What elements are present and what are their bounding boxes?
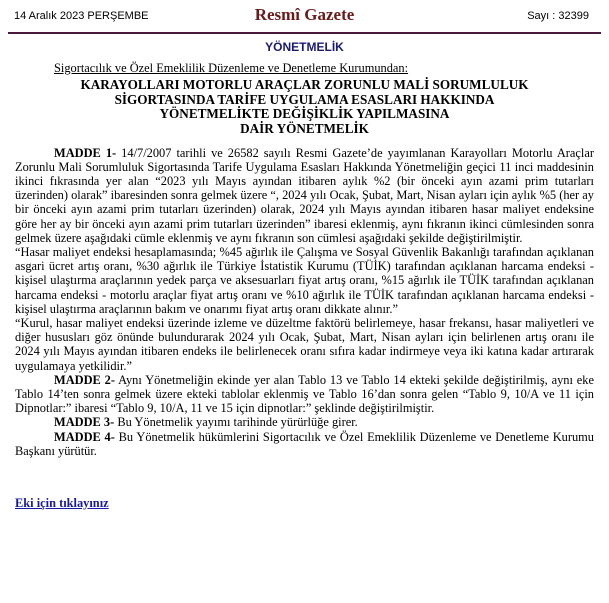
article-text: 14/7/2007 tarihli ve 26582 sayılı Resmi Gazete’de yayımlanan Karayolları Motorlu Araçlar Zorunlu Mali Sorumluluk Sigortasında Tarife Uygulama Esasları Hakkında Yönetmeliğin geçici 11 inci maddesinin ikinci fıkrasında yer alan “2023 yılı Mayıs ayından itibaren aylık %2 (bir önceki ayın azami prim tutarları üzerinden) olarak” ibaresinden sonra gelmek üzere “, 2024 yılı Ocak, Şubat, Mart, Nisan ayları için aylık %5 (her ay bir önceki ayın azami prim tutarları üzerinden) olarak, 2024 yılı Mayıs ayından itibaren hasar maliyet endeksine göre her ay bir önceki ayın azami prim tutarları üzerinden” ibaresi eklenmiş, aynı fıkranın ikinci cümlesinden sonra gelmek üzere aşağıdaki cümle eklenmiş ve aynı fıkranın son cümlesi aşağıdaki şekilde değiştirilmiştir.: [15, 145, 594, 245]
article-label: MADDE 2-: [54, 372, 115, 387]
regulation-title-line: DAİR YÖNETMELİK: [240, 120, 369, 136]
issuing-authority: Sigortacılık ve Özel Emeklilik Düzenleme ve Denetleme Kurumundan:: [54, 61, 409, 75]
article-text: Bu Yönetmelik hükümlerini Sigortacılık ve Özel Emeklilik Düzenleme ve Denetleme Kurumu Başkanı yürütür.: [15, 429, 594, 458]
article-1: [15, 146, 594, 245]
article-4: [15, 430, 594, 458]
attachment-link[interactable]: Eki için tıklayınız: [15, 496, 109, 511]
regulation-title: [0, 78, 609, 136]
issue-number: Sayı : 32399: [527, 10, 589, 22]
article-3: [15, 415, 594, 429]
article-2: [15, 373, 594, 416]
header-divider: [8, 32, 601, 34]
regulation-title-line: KARAYOLLARI MOTORLU ARAÇLAR ZORUNLU MALİ SORUMLULUK: [80, 77, 529, 93]
article-label: MADDE 4-: [54, 429, 115, 444]
regulation-title-line: SİGORTASINDA TARİFE UYGULAMA ESASLARI HAKKINDA: [114, 91, 495, 107]
gazette-title: Resmî Gazete: [254, 5, 355, 24]
gazette-header: [0, 0, 609, 34]
article-label: MADDE 1-: [54, 145, 117, 160]
article-text: Bu Yönetmelik yayımı tarihinde yürürlüğe girer.: [114, 415, 358, 430]
article-text: Aynı Yönetmeliğin ekinde yer alan Tablo 13 ve Tablo 14 ekteki şekilde değiştirilmiş, aynı eke Tablo 14’ten sonra gelmek üzere ekteki tablolar eklenmiş ve Tablo 16’dan sonra gelen “Tablo 9, 10/A ve 11 için Dipnotlar:” ibaresi “Tablo 9, 10/A, 11 ve 15 için dipnotlar:” şeklinde değiştirilmiştir.: [15, 372, 594, 416]
publication-date: 14 Aralık 2023 PERŞEMBE: [14, 10, 149, 22]
regulation-body: [15, 146, 594, 458]
section-heading: YÖNETMELİK: [265, 40, 344, 54]
regulation-title-line: YÖNETMELİKTE DEĞİŞİKLİK YAPILMASINA: [159, 106, 450, 122]
quoted-paragraph: “Hasar maliyet endeksi hesaplamasında; %45 ağırlık ile Çalışma ve Sosyal Güvenlik Bakanlığı tarafından açıklanan asgari ücret artış oranı, %30 ağırlık ile Türkiye İstatistik Kurumu (TÜİK) tarafından açıklanan harcama endeksi - kişisel ulaştırma araçlarının yedek parça ve aksesuarları fiyat artış oranı, %15 ağırlık ile TÜİK tarafından açıklanan harcama endeksi - motorlu araçlar fiyat artış oranı ve %10 ağırlık ile TÜİK tarafından açıklanan harcama endeksi - kişisel ulaştırma araçlarının bakım ve onarımı fiyat artış oranı dikkate alınır.”: [15, 245, 594, 316]
article-label: MADDE 3-: [54, 415, 115, 430]
quoted-paragraph: “Kurul, hasar maliyet endeksi üzerinde izleme ve düzeltme faktörü belirlemeye, hasar frekansı, hasar maliyetleri ve diğer hususları göz önünde bulundurarak 2024 yılı Ocak, Şubat, Mart, Nisan ayları için belirlenen artış oranı ile 2024 yılı Mayıs ayından itibaren endeks ile belirlenecek oranı sıfıra kadar indirmeye veya iki katına kadar artırarak uygulamaya yetkilidir.”: [15, 316, 594, 373]
